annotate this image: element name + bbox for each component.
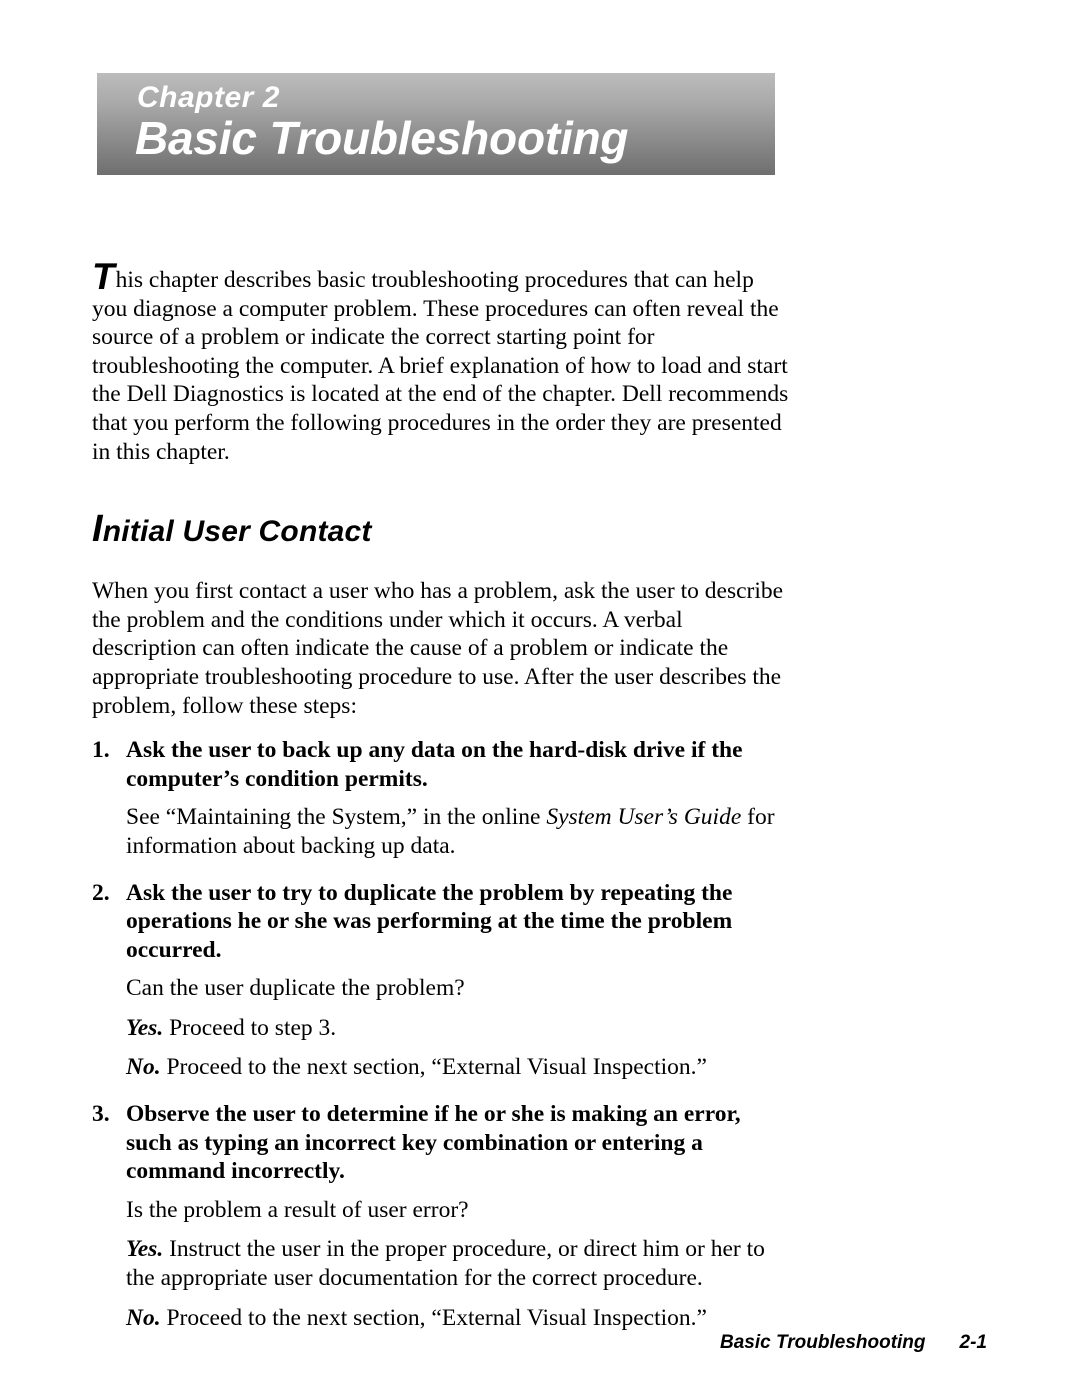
answer-yes-label: Yes. — [126, 1014, 164, 1041]
step-item — [92, 1100, 792, 1186]
answer-no-label: No. — [126, 1304, 161, 1331]
answer-yes-text: Proceed to step 3. — [163, 1014, 337, 1041]
answer-no-text: Proceed to the next section, “External Visual Inspection.” — [160, 1304, 707, 1331]
spacer — [92, 1082, 792, 1100]
step-item — [92, 879, 792, 965]
document-content — [92, 256, 792, 1332]
page-footer — [0, 1332, 1080, 1362]
step-number: 2. — [92, 879, 110, 906]
step-body — [92, 803, 792, 860]
step-answer-no — [92, 1053, 792, 1082]
step-body-part-1: See “Maintaining the System,” in the online — [126, 804, 547, 831]
spacer — [92, 551, 792, 577]
spacer — [92, 964, 792, 974]
section-heading-initial-user-contact — [92, 508, 792, 551]
chapter-number: 2 — [262, 81, 280, 114]
answer-yes-text: Instruct the user in the proper procedure, or direct him or her to the appropriate user documentation for the correct procedure. — [126, 1236, 765, 1292]
chapter-word: Chapter — [137, 81, 254, 114]
footer-chapter-title: Basic Troubleshooting — [720, 1332, 926, 1353]
step-answer-no — [92, 1304, 792, 1333]
chapter-label — [137, 81, 280, 115]
step-title: Ask the user to try to duplicate the problem by repeating the operations he or she was performing at the time the problem occurred. — [126, 879, 733, 963]
spacer — [92, 720, 792, 736]
step-title: Ask the user to back up any data on the hard-disk drive if the computer’s condition permits. — [126, 737, 743, 792]
section-heading-rest: nitial User Contact — [102, 515, 372, 549]
answer-no-label: No. — [126, 1054, 161, 1081]
spacer — [92, 1003, 792, 1014]
spacer — [92, 861, 792, 879]
section-heading-cap: I — [92, 508, 103, 551]
step-question: Is the problem a result of user error? — [126, 1196, 469, 1223]
intro-paragraph — [92, 256, 792, 466]
step-body-italic-title: System User’s Guide — [546, 804, 742, 831]
section-intro-paragraph: When you first contact a user who has a problem, ask the user to describe the problem and the conditions under which it occurs. A verbal description can often indicate the cause of a problem or indicate the appropriate troubleshooting procedure to use. After the user describes the problem, follow these steps: — [92, 578, 784, 719]
step-answer-yes — [92, 1235, 792, 1292]
spacer — [92, 1186, 792, 1196]
footer-page-number: 2-1 — [959, 1332, 987, 1353]
spacer — [92, 1042, 792, 1053]
step-title: Observe the user to determine if he or she is making an error, such as typing an incorrect key combination or entering a command incorrectly. — [126, 1101, 741, 1185]
chapter-title: Basic Troubleshooting — [135, 112, 629, 164]
step-number: 1. — [92, 737, 110, 764]
chapter-header-banner — [97, 73, 775, 175]
step-body-part-2: for information about backing up data. — [126, 804, 775, 859]
intro-dropcap: T — [92, 256, 115, 297]
step-item — [92, 736, 792, 793]
answer-no-text: Proceed to the next section, “External Visual Inspection.” — [160, 1054, 707, 1081]
spacer — [92, 1293, 792, 1304]
spacer — [92, 1224, 792, 1235]
answer-yes-label: Yes. — [126, 1236, 164, 1263]
footer-inner — [720, 1332, 987, 1354]
intro-paragraph-text: his chapter describes basic troubleshooting procedures that can help you diagnose a computer problem. These procedures can often reveal the source of a problem or indicate the correct starting point for troubleshooting the computer. A brief explanation of how to load and start the Dell Diagnostics is located at the end of the chapter. Dell recommends that you perform the following procedures in the order they are presented in this chapter. — [92, 267, 789, 465]
spacer — [92, 466, 792, 508]
step-number: 3. — [92, 1101, 110, 1128]
step-answer-yes — [92, 1014, 792, 1043]
step-question: Can the user duplicate the problem? — [126, 975, 465, 1002]
spacer — [92, 793, 792, 803]
